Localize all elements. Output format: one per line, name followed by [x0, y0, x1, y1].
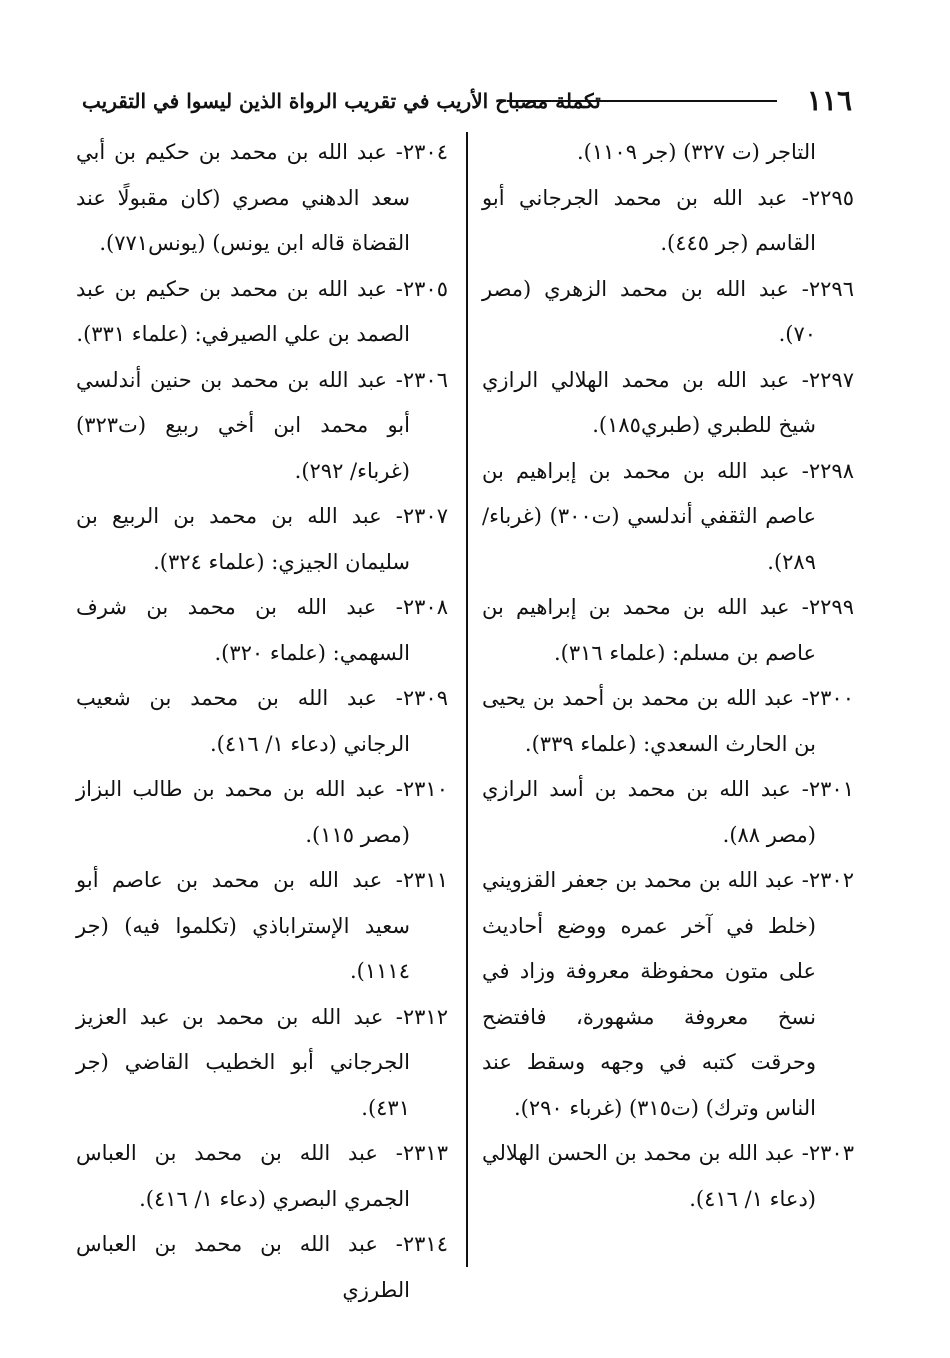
book-title: تكملة مصباح الأريب في تقريب الرواة الذين ليسوا في التقريب [82, 89, 601, 113]
entry-2313: ٢٣١٣- عبد الله بن محمد بن العباس الجمري البصري (دعاء ١/ ٤١٦). [76, 1141, 448, 1211]
entry-2307: ٢٣٠٧- عبد الله بن محمد بن الربيع بن سليمان الجيزي: (علماء ٣٢٤). [76, 504, 448, 574]
entry-2303: ٢٣٠٣- عبد الله بن محمد بن الحسن الهلالي (دعاء ١/ ٤١٦). [482, 1141, 854, 1211]
page-number: ١١٦ [806, 84, 852, 117]
entry-2301: ٢٣٠١- عبد الله بن محمد بن أسد الرازي (مصر ٨٨). [482, 777, 854, 847]
entry-2314: ٢٣١٤- عبد الله بن محمد بن العباس الطرزي [76, 1232, 448, 1302]
right-column [482, 130, 854, 1222]
entry-2302: ٢٣٠٢- عبد الله بن محمد بن جعفر القزويني (خلط في آخر عمره ووضع أحاديث على متون محفوظة معروفة وزاد في نسخ معروفة مشهورة، فافتضح وحرقت كتبه في وجهه وسقط عند الناس وترك) (ت٣١٥) (غرباء ٢٩٠). [482, 868, 854, 1120]
entry-2311: ٢٣١١- عبد الله بن محمد بن عاصم أبو سعيد الإستراباذي (تكلموا فيه) (جر ١١١٤). [76, 868, 448, 983]
entry-2305: ٢٣٠٥- عبد الله بن محمد بن حكيم بن عبد الصمد بن علي الصيرفي: (علماء ٣٣١). [76, 276, 448, 346]
entry-2304: ٢٣٠٤- عبد الله بن محمد بن حكيم بن أبي سعد الدهني مصري (كان مقبولًا عند القضاة قاله ابن يونس) (يونس٧٧١). [76, 140, 448, 255]
entry-2299: ٢٢٩٩- عبد الله بن محمد بن إبراهيم بن عاصم بن مسلم: (علماء ٣١٦). [482, 595, 854, 665]
entry-2310: ٢٣١٠- عبد الله بن محمد بن طالب البزاز (مصر ١١٥). [76, 777, 448, 847]
entry-2306: ٢٣٠٦- عبد الله بن محمد بن حنين أندلسي أبو محمد ابن أخي ربيع (ت٣٢٣) (غرباء/ ٢٩٢). [76, 367, 448, 483]
entry-2312: ٢٣١٢- عبد الله بن محمد بن عبد العزيز الجرجاني أبو الخطيب القاضي (جر ٤٣١). [76, 1004, 448, 1120]
entry-2297: ٢٢٩٧- عبد الله بن محمد الهلالي الرازي شيخ للطبري (طبري١٨٥). [482, 367, 854, 437]
entry-2296: ٢٢٩٦- عبد الله بن محمد الزهري (مصر ٧٠). [482, 276, 854, 346]
page-header [82, 82, 852, 120]
entry-2298: ٢٢٩٨- عبد الله بن محمد بن إبراهيم بن عاصم الثقفي أندلسي (ت٣٠٠) (غرباء/ ٢٨٩). [482, 458, 854, 574]
entry-2308: ٢٣٠٨- عبد الله بن محمد بن شرف السهمي: (علماء ٣٢٠). [76, 595, 448, 665]
entry-continuation: التاجر (ت ٣٢٧) (جر ١١٠٩). [576, 140, 816, 164]
entry-2309: ٢٣٠٩- عبد الله بن محمد بن شعيب الرجاني (دعاء ١/ ٤١٦). [76, 686, 448, 756]
left-column [76, 130, 448, 1313]
entry-2295: ٢٢٩٥- عبد الله بن محمد الجرجاني أبو القاسم (جر ٤٤٥). [482, 185, 854, 255]
entry-2300: ٢٣٠٠- عبد الله بن محمد بن أحمد بن يحيى بن الحارث السعدي: (علماء ٣٣٩). [482, 686, 854, 756]
column-divider [466, 132, 468, 1267]
